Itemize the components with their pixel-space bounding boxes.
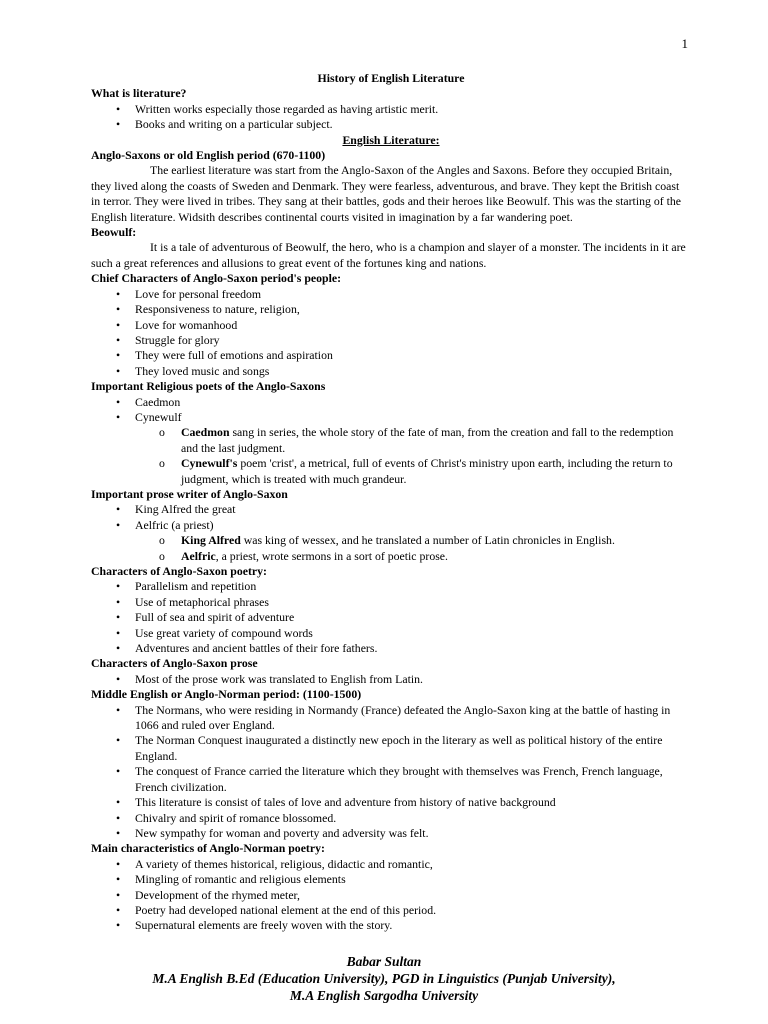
list-item: • The Norman Conquest inaugurated a distinctly new epoch in the literary as well as political history of the entire England. [91,733,691,764]
term: King Alfred [181,533,241,548]
description: , a priest, wrote sermons in a sort of poetic prose. [215,548,448,563]
author-name: Babar Sultan [346,954,422,969]
list-item: • Love for womanhood [91,318,691,333]
section-heading: Characters of Anglo-Saxon prose [91,656,258,671]
sub-list-item [91,456,691,487]
list-item: • Love for personal freedom [91,287,691,302]
section-heading: Characters of Anglo-Saxon poetry: [91,564,267,578]
list-item: • Mingling of romantic and religious elements [91,872,691,887]
list-item: • Poetry had developed national element at the end of this period. [91,903,691,918]
list-item: • Use great variety of compound words [91,626,691,641]
list-item: • They were full of emotions and aspiration [91,348,691,363]
list-item: • The conquest of France carried the literature which they brought with themselves was French, French language, French civilization. [91,764,691,795]
author-credentials: M.A English B.Ed (Education University), PGD in Linguistics (Punjab University), [152,971,616,986]
list-item: • New sympathy for woman and poverty and adversity was felt. [91,826,691,841]
bullet-list [91,287,691,379]
description: sang in series, the whole story of the fate of man, from the creation and fall to the redemption and the last judgment. [181,425,674,455]
bullet-list [91,102,691,133]
section-title: English Literature: [342,132,440,147]
list-item: • Supernatural elements are freely woven with the story. [91,918,691,933]
section-heading: Anglo-Saxons or old English period (670-1100) [91,148,326,163]
section-heading: Main characteristics of Anglo-Norman poetry: [91,841,325,856]
list-item: • Chivalry and spirit of romance blossomed. [91,811,691,826]
section-heading: Middle English or Anglo-Norman period: (1100-1500) [91,687,362,702]
sub-list-item [91,549,691,564]
section-heading: Beowulf: [91,225,137,240]
section-heading: Chief Characters of Anglo-Saxon period's people: [91,271,342,286]
section-heading: Important prose writer of Anglo-Saxon [91,486,288,501]
document-body [91,71,691,934]
section-heading: Important Religious poets of the Anglo-Saxons [91,379,326,394]
list-item: • A variety of themes historical, religious, didactic and romantic, [91,857,691,872]
document-title: History of English Literature [317,71,465,85]
list-item: • Struggle for glory [91,333,691,348]
section-heading: What is literature? [91,86,187,101]
author-footer [0,953,768,1004]
paragraph: The earliest literature was start from the Anglo-Saxon of the Angles and Saxons. Before they occupied Britain, they lived along the coasts of Sweden and Denmark. They were fearless, adventurous, and brave. They kept the British coast in terror. They were lived in tribes. They sang at their battles, gods and their heroes like Beowulf. This was the starting of the English literature. Widsith describes continental courts visited in imagination by a far wandering poet. [91,163,682,224]
bullet-list [91,672,691,687]
bullet-list [91,579,691,656]
list-item: • Aelfric (a priest) [91,518,691,533]
term: Caedmon [181,425,230,440]
sub-list-item [91,425,691,456]
list-item: • The Normans, who were residing in Normandy (France) defeated the Anglo-Saxon king at the battle of hasting in 1066 and ruled over England. [91,703,691,734]
description: poem 'crist', a metrical, full of events of Christ's ministry upon earth, including the return to judgment, which is treated with much grandeur. [181,456,673,486]
author-university: M.A English Sargodha University [289,988,479,1003]
list-item: • Most of the prose work was translated to English from Latin. [91,672,691,687]
list-item: • Parallelism and repetition [91,579,691,594]
list-item: • Books and writing on a particular subject. [91,117,691,132]
bullet-list [91,857,691,934]
list-item: • Full of sea and spirit of adventure [91,610,691,625]
list-item: • King Alfred the great [91,502,691,517]
list-item: • Cynewulf [91,410,691,425]
list-item: • This literature is consist of tales of love and adventure from history of native background [91,795,691,810]
list-item: • Adventures and ancient battles of their fore fathers. [91,641,691,656]
list-item: • Written works especially those regarded as having artistic merit. [91,102,691,117]
sub-list [91,425,691,487]
bullet-list [91,502,691,533]
list-item: • Development of the rhymed meter, [91,888,691,903]
list-item: • Caedmon [91,395,691,410]
term: Cynewulf's [181,456,238,471]
sub-list [91,533,691,564]
page-number: 1 [681,36,688,51]
bullet-list [91,703,691,842]
sub-list-item [91,533,691,548]
bullet-list [91,395,691,426]
paragraph: It is a tale of adventurous of Beowulf, the hero, who is a champion and slayer of a monster. The incidents in it are such a great references and allusions to great event of the fortunes king and nations. [91,240,686,270]
list-item: • They loved music and songs [91,364,691,379]
list-item: • Responsiveness to nature, religion, [91,302,691,317]
list-item: • Use of metaphorical phrases [91,595,691,610]
term: Aelfric [181,548,216,563]
description: was king of wessex, and he translated a number of Latin chronicles in English. [240,533,615,548]
